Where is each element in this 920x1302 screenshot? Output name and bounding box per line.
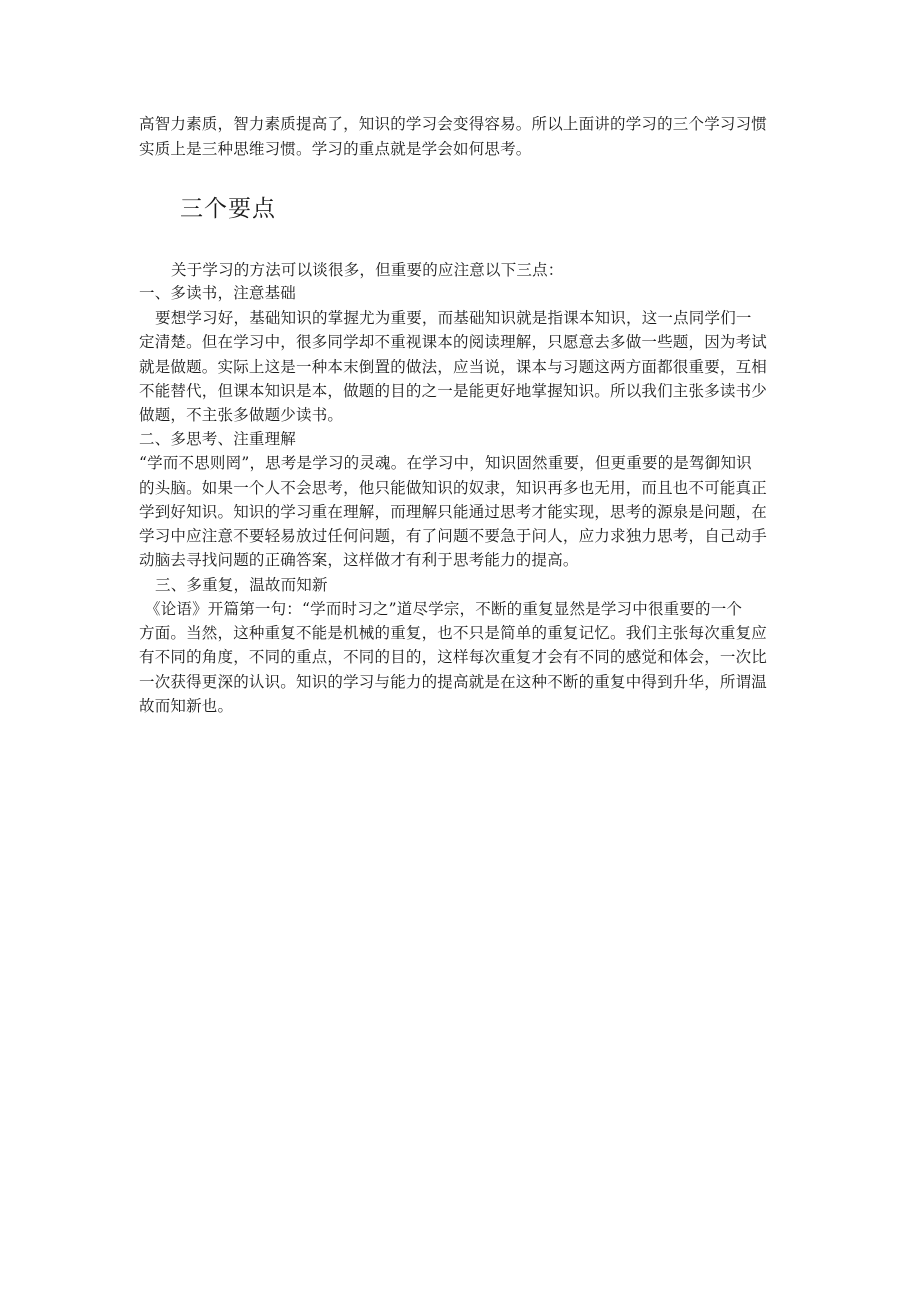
- point2-line-5: 动脑去寻找问题的正确答案，这样做才有利于思考能力的提高。: [139, 551, 579, 569]
- point2-line-1: “学而不思则罔”，思考是学习的灵魂。在学习中，知识固然重要，但更重要的是驾御知识: [139, 454, 752, 472]
- point2-line-2: 的头脑。如果一个人不会思考，他只能做知识的奴隶，知识再多也无用，而且也不可能真正: [139, 479, 768, 497]
- point2-heading: 二、多思考、注重理解: [139, 430, 297, 448]
- point3-line-3: 有不同的角度，不同的重点，不同的目的，这样每次重复才会有不同的感觉和体会，一次比: [139, 648, 768, 666]
- point1-line-2: 定清楚。但在学习中，很多同学却不重视课本的阅读理解，只愿意去多做一些题，因为考试: [139, 333, 768, 351]
- point1-line-1: 要想学习好，基础知识的掌握尤为重要，而基础知识就是指课本知识，这一点同学们一: [155, 309, 752, 327]
- point3-line-5: 故而知新也。: [139, 697, 234, 715]
- point1-line-3: 就是做题。实际上这是一种本末倒置的做法，应当说，课本与习题这两方面都很重要，互相: [139, 358, 768, 376]
- point3-line-1: 《论语》开篇第一句：“学而时习之”道尽学宗，不断的重复显然是学习中很重要的一个: [145, 600, 743, 618]
- point1-line-4: 不能替代，但课本知识是本，做题的目的之一是能更好地掌握知识。所以我们主张多读书少: [139, 382, 768, 400]
- intro-line-2: 实质上是三种思维习惯。学习的重点就是学会如何思考。: [139, 140, 532, 158]
- section-title: 三个要点: [180, 196, 276, 222]
- point1-heading: 一、多读书，注意基础: [139, 284, 297, 302]
- intro-line-1: 高智力素质，智力素质提高了，知识的学习会变得容易。所以上面讲的学习的三个学习习惯: [139, 115, 768, 133]
- point1-line-5: 做题，不主张多做题少读书。: [139, 406, 344, 424]
- point2-line-3: 学到好知识。知识的学习重在理解，而理解只能通过思考才能实现，思考的源泉是问题，在: [139, 503, 768, 521]
- point2-line-4: 学习中应注意不要轻易放过任何问题，有了问题不要急于问人，应力求独力思考，自己动手: [139, 527, 768, 545]
- point3-line-2: 方面。当然，这种重复不能是机械的重复，也不只是简单的重复记忆。我们主张每次重复应: [139, 624, 768, 642]
- point3-heading: 三、多重复，温故而知新: [155, 576, 328, 594]
- lead-paragraph: 关于学习的方法可以谈很多，但重要的应注意以下三点：: [171, 261, 564, 279]
- point3-line-4: 一次获得更深的认识。知识的学习与能力的提高就是在这种不断的重复中得到升华，所谓温: [139, 673, 768, 691]
